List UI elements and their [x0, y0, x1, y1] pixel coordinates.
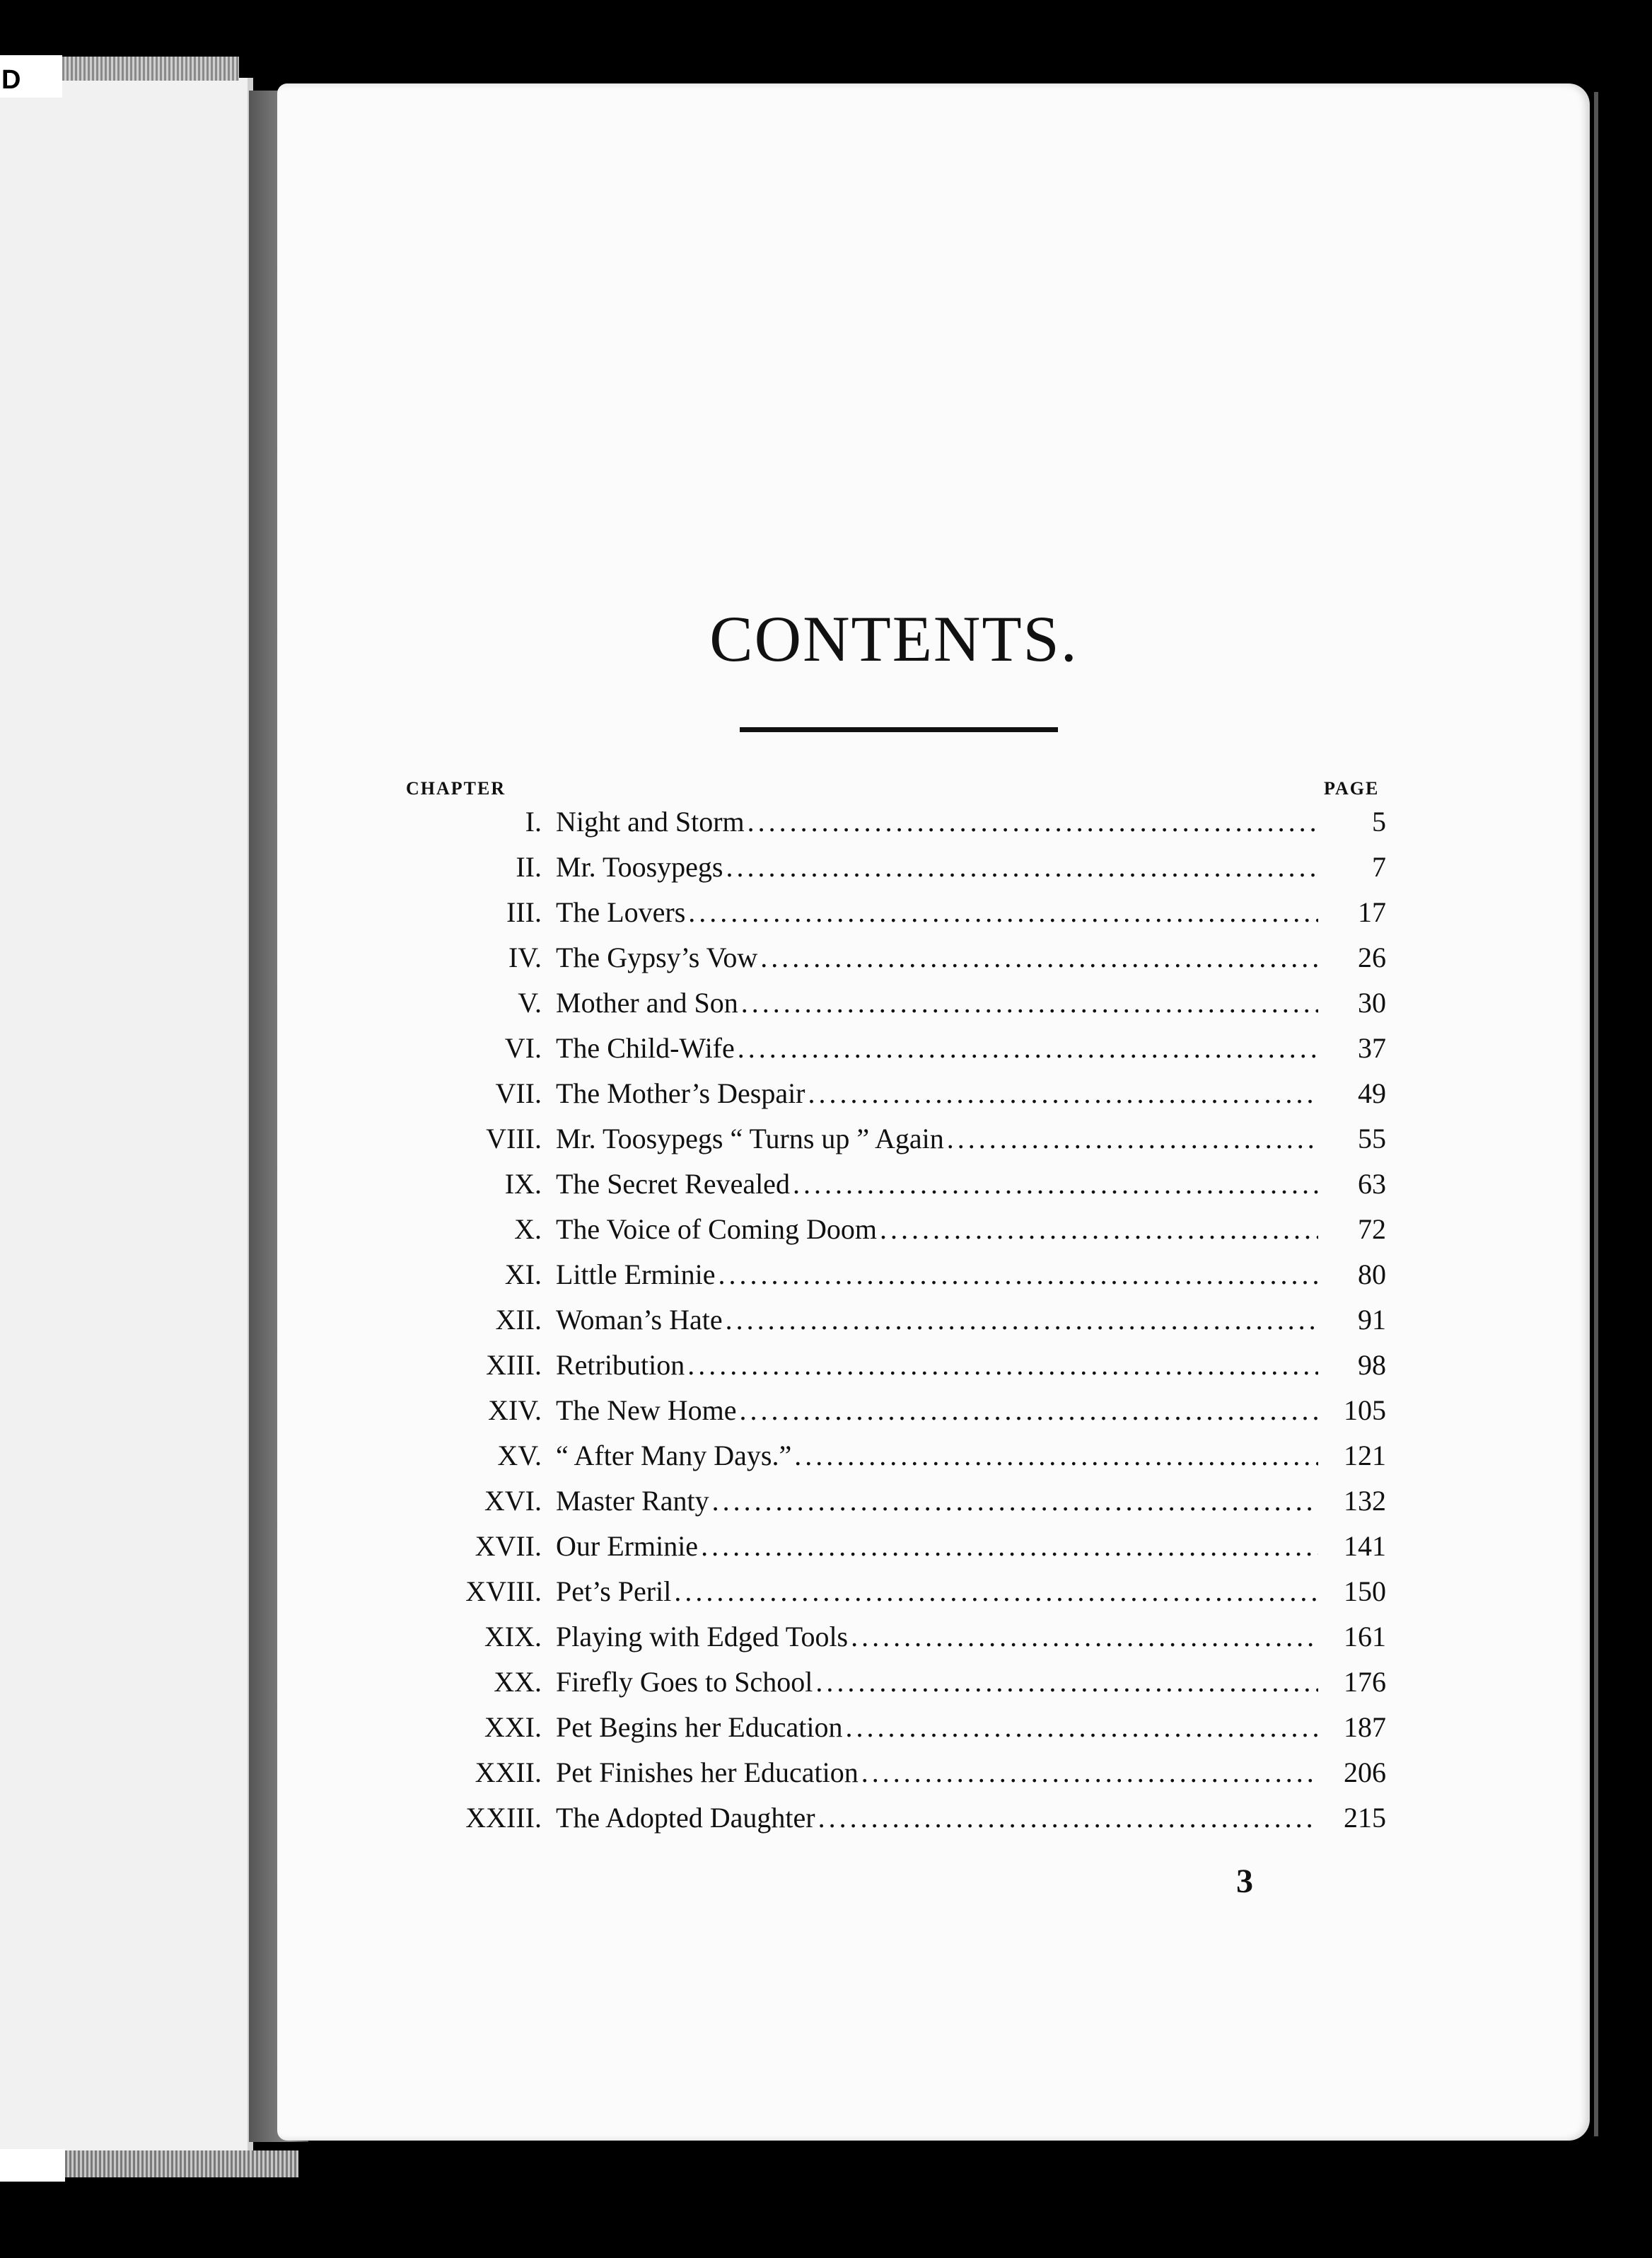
chapter-title: Night and Storm: [556, 806, 745, 838]
toc-entry: [396, 1710, 1386, 1756]
toc-entry: [396, 1529, 1386, 1575]
dot-leader: [848, 1620, 1318, 1653]
dot-leader: [685, 1348, 1318, 1382]
dot-leader: [709, 1484, 1318, 1517]
toc-entry: [396, 1122, 1386, 1167]
chapter-page-number: 7: [1372, 851, 1386, 883]
toc-entry: [396, 1348, 1386, 1394]
toc-entry: [396, 1394, 1386, 1439]
chapter-page-number: 91: [1358, 1304, 1386, 1336]
toc-entry: [396, 1575, 1386, 1620]
chapter-title: The Mother’s Despair: [556, 1077, 805, 1109]
chapter-title: Playing with Edged Tools: [556, 1621, 849, 1652]
dot-leader: [716, 1258, 1319, 1291]
dot-leader: [736, 1394, 1318, 1427]
chapter-title: Firefly Goes to School: [556, 1666, 813, 1698]
chapter-page-number: 141: [1344, 1530, 1386, 1562]
chapter-page-number: 63: [1358, 1168, 1386, 1200]
chapter-number: XIV.: [488, 1394, 542, 1426]
chapter-number: I.: [525, 806, 542, 838]
binding-cloth-bottom: [65, 2150, 298, 2177]
dot-leader: [877, 1212, 1318, 1246]
table-of-contents: [396, 805, 1386, 1846]
chapter-number: XV.: [497, 1440, 542, 1471]
chapter-number: XXIII.: [465, 1802, 542, 1834]
chapter-number: XII.: [495, 1304, 542, 1336]
dot-leader: [805, 1077, 1319, 1110]
toc-entry: [396, 1258, 1386, 1303]
chapter-title: The Lovers: [556, 896, 686, 928]
chapter-page-number: 132: [1344, 1485, 1386, 1517]
chapter-number: XXII.: [475, 1756, 542, 1788]
chapter-number: V.: [518, 987, 542, 1019]
toc-entry: [396, 850, 1386, 896]
chapter-title: The Adopted Daughter: [556, 1802, 815, 1834]
dot-leader: [723, 850, 1318, 884]
chapter-page-number: 55: [1358, 1123, 1386, 1154]
binding-cloth-top: [62, 57, 239, 81]
chapter-page-number: 72: [1358, 1213, 1386, 1245]
page-column-header: PAGE: [1324, 778, 1380, 799]
chapter-page-number: 215: [1344, 1802, 1386, 1834]
chapter-page-number: 206: [1344, 1756, 1386, 1788]
dot-leader: [757, 941, 1318, 974]
chapter-title: The Gypsy’s Vow: [556, 942, 758, 973]
chapter-page-number: 187: [1344, 1711, 1386, 1743]
chapter-page-number: 176: [1344, 1666, 1386, 1698]
toc-entry: [396, 1801, 1386, 1846]
dot-leader: [790, 1167, 1318, 1200]
chapter-title: Mr. Toosypegs: [556, 851, 723, 883]
page-title: CONTENTS.: [709, 603, 1078, 675]
dot-leader: [745, 805, 1318, 838]
dot-leader: [735, 1031, 1318, 1065]
chapter-page-number: 37: [1358, 1032, 1386, 1064]
chapter-page-number: 150: [1344, 1575, 1386, 1607]
chapter-page-number: 105: [1344, 1394, 1386, 1426]
chapter-number: XIII.: [486, 1349, 542, 1381]
toc-entry: [396, 1212, 1386, 1258]
chapter-title: Woman’s Hate: [556, 1304, 723, 1336]
chapter-title: Pet Finishes her Education: [556, 1756, 859, 1788]
dot-leader: [723, 1303, 1318, 1336]
chapter-title: Pet Begins her Education: [556, 1711, 843, 1743]
chapter-page-number: 49: [1358, 1077, 1386, 1109]
chapter-number: XI.: [504, 1258, 542, 1290]
chapter-number: XIX.: [484, 1621, 542, 1652]
dot-leader: [685, 896, 1318, 929]
chapter-column-header: CHAPTER: [406, 778, 506, 799]
chapter-title: Little Erminie: [556, 1258, 716, 1290]
dot-leader: [859, 1756, 1318, 1789]
chapter-number: XVII.: [475, 1530, 542, 1562]
chapter-page-number: 121: [1344, 1440, 1386, 1471]
toc-entry: [396, 1303, 1386, 1348]
page-edge-shadow: [1594, 92, 1598, 2136]
chapter-title: Pet’s Peril: [556, 1575, 672, 1607]
chapter-title: Mr. Toosypegs “ Turns up ” Again: [556, 1123, 944, 1154]
chapter-page-number: 98: [1358, 1349, 1386, 1381]
dot-leader: [944, 1122, 1318, 1155]
dot-leader: [842, 1710, 1318, 1744]
dot-leader: [813, 1665, 1318, 1698]
dot-leader: [791, 1439, 1318, 1472]
toc-entry: [396, 1484, 1386, 1529]
toc-entry: [396, 1031, 1386, 1077]
toc-entry: [396, 1077, 1386, 1122]
chapter-number: VI.: [504, 1032, 542, 1064]
chapter-title: The Voice of Coming Doom: [556, 1213, 878, 1245]
toc-entry: [396, 1665, 1386, 1710]
chapter-page-number: 26: [1358, 942, 1386, 973]
dot-leader: [698, 1529, 1318, 1563]
toc-entry: [396, 941, 1386, 986]
chapter-title: Our Erminie: [556, 1530, 699, 1562]
left-bottom-tab: [0, 2149, 65, 2182]
chapter-number: IX.: [504, 1168, 542, 1200]
chapter-page-number: 5: [1372, 806, 1386, 838]
page-number: 3: [1236, 1863, 1253, 1900]
toc-entry: [396, 896, 1386, 941]
title-rule: [740, 727, 1058, 732]
left-tab-mark: D: [1, 65, 21, 95]
chapter-title: “ After Many Days.”: [556, 1440, 792, 1471]
chapter-page-number: 17: [1358, 896, 1386, 928]
chapter-number: VIII.: [486, 1123, 542, 1154]
chapter-number: VII.: [495, 1077, 542, 1109]
chapter-number: II.: [516, 851, 542, 883]
chapter-number: X.: [514, 1213, 542, 1245]
chapter-title: The New Home: [556, 1394, 737, 1426]
facing-page: [0, 78, 253, 2150]
chapter-number: III.: [506, 896, 542, 928]
chapter-title: The Child-Wife: [556, 1032, 735, 1064]
chapter-number: XX.: [494, 1666, 542, 1698]
dot-leader: [671, 1575, 1318, 1608]
chapter-title: The Secret Revealed: [556, 1168, 790, 1200]
toc-entry: [396, 986, 1386, 1031]
chapter-title: Mother and Son: [556, 987, 738, 1019]
dot-leader: [738, 986, 1318, 1019]
chapter-number: XXI.: [484, 1711, 542, 1743]
toc-entry: [396, 1167, 1386, 1212]
dot-leader: [815, 1801, 1318, 1834]
toc-entry: [396, 1620, 1386, 1665]
chapter-number: XVIII.: [465, 1575, 542, 1607]
toc-entry: [396, 1756, 1386, 1801]
chapter-number: XVI.: [484, 1485, 542, 1517]
toc-entry: [396, 805, 1386, 850]
chapter-title: Master Ranty: [556, 1485, 709, 1517]
chapter-page-number: 161: [1344, 1621, 1386, 1652]
chapter-number: IV.: [508, 942, 542, 973]
chapter-page-number: 80: [1358, 1258, 1386, 1290]
chapter-page-number: 30: [1358, 987, 1386, 1019]
toc-entry: [396, 1439, 1386, 1484]
chapter-title: Retribution: [556, 1349, 685, 1381]
